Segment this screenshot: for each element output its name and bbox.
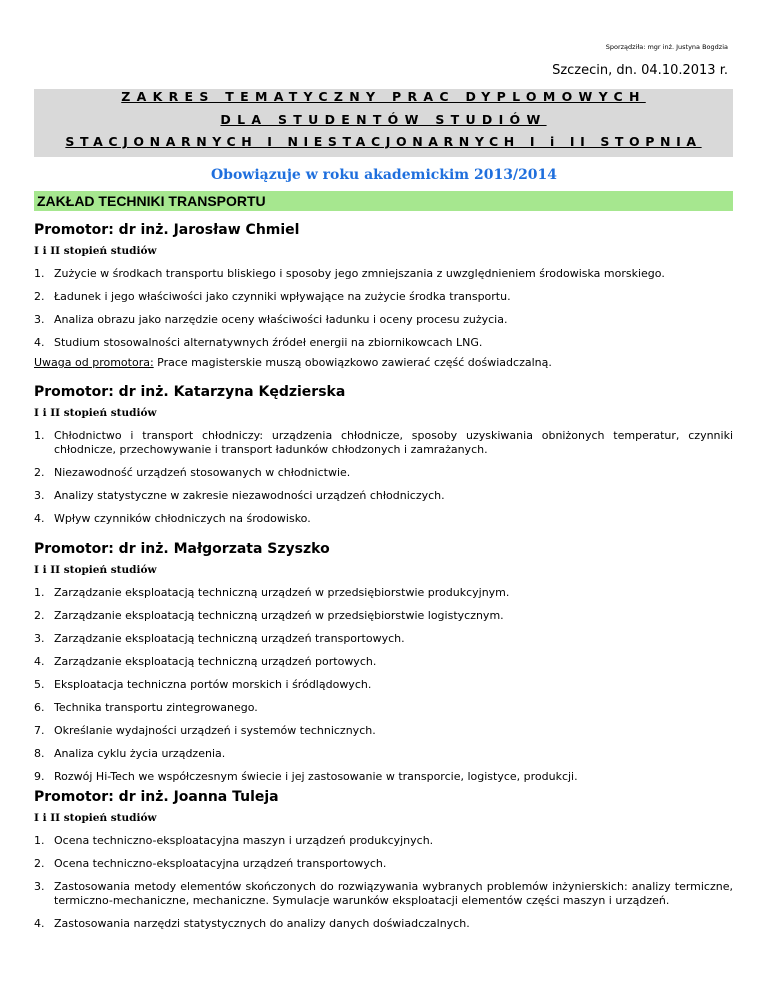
academic-year-line: Obowiązuje w roku akademickim 2013/2014 bbox=[210, 167, 558, 183]
topic-number: 3. bbox=[34, 489, 45, 502]
topic-text: Zarządzanie eksploatacją techniczną urządzeń portowych. bbox=[54, 655, 377, 668]
topic-number: 4. bbox=[34, 512, 45, 525]
topic-text: Eksploatacja techniczna portów morskich i śródlądowych. bbox=[54, 678, 372, 691]
topic-number: 9. bbox=[34, 770, 45, 783]
promotor-heading: Promotor: dr inż. Joanna Tuleja bbox=[34, 789, 279, 805]
topic-number: 6. bbox=[34, 701, 45, 714]
topic-item bbox=[34, 724, 733, 738]
topic-item bbox=[34, 747, 733, 761]
topic-text: Zarządzanie eksploatacją techniczną urządzeń w przedsiębiorstwie logistycznym. bbox=[54, 609, 504, 622]
topic-item bbox=[34, 313, 733, 327]
promotor-heading: Promotor: dr inż. Małgorzata Szyszko bbox=[34, 541, 330, 557]
topic-item bbox=[34, 489, 733, 503]
topic-text: Niezawodność urządzeń stosowanych w chłodnictwie. bbox=[54, 466, 351, 479]
study-level: I i II stopień studiów bbox=[34, 407, 157, 419]
promotor-section-tuleja bbox=[34, 786, 733, 931]
promotor-section-szyszko bbox=[34, 538, 733, 784]
promotor-section-chmiel bbox=[34, 219, 733, 370]
topic-text: Ocena techniczno-eksploatacyjna urządzeń transportowych. bbox=[54, 857, 387, 870]
topic-text: Zarządzanie eksploatacją techniczną urządzeń transportowych. bbox=[54, 632, 405, 645]
topic-number: 2. bbox=[34, 609, 45, 622]
promotor-heading: Promotor: dr inż. Katarzyna Kędzierska bbox=[34, 384, 346, 400]
topic-item bbox=[34, 290, 733, 304]
topic-number: 1. bbox=[34, 267, 45, 280]
topic-number: 2. bbox=[34, 466, 45, 479]
author-note: Sporządziła: mgr inż. Justyna Bogdzia bbox=[605, 43, 728, 51]
promotor-note bbox=[34, 356, 733, 370]
topic-item bbox=[34, 857, 733, 871]
note-text: Prace magisterskie muszą obowiązkowo zawierać część doświadczalną. bbox=[153, 356, 552, 369]
topic-text: Wpływ czynników chłodniczych na środowisko. bbox=[54, 512, 311, 525]
topic-item bbox=[34, 466, 733, 480]
topic-number: 5. bbox=[34, 678, 45, 691]
topic-item bbox=[34, 632, 733, 646]
topic-text: Zużycie w środkach transportu bliskiego i sposoby jego zmniejszania z uwzględnieniem środowiska morskiego. bbox=[54, 267, 665, 280]
topic-number: 3. bbox=[34, 313, 45, 326]
topic-number: 4. bbox=[34, 336, 45, 349]
topic-item bbox=[34, 770, 733, 784]
note-label: Uwaga od promotora: bbox=[34, 356, 154, 369]
topic-item bbox=[34, 917, 733, 931]
study-level: I i II stopień studiów bbox=[34, 245, 157, 257]
topic-text: Określanie wydajności urządzeń i systemów technicznych. bbox=[54, 724, 376, 737]
promotor-heading: Promotor: dr inż. Jarosław Chmiel bbox=[34, 222, 300, 238]
department-heading: ZAKŁAD TECHNIKI TRANSPORTU bbox=[34, 191, 733, 211]
city-date: Szczecin, dn. 04.10.2013 r. bbox=[552, 63, 728, 78]
topic-number: 3. bbox=[34, 632, 45, 645]
topic-item bbox=[34, 834, 733, 848]
title-line-2: DLA STUDENTÓW STUDIÓW bbox=[220, 112, 547, 127]
topic-number: 2. bbox=[34, 290, 45, 303]
topic-number: 4. bbox=[34, 655, 45, 668]
topic-number: 2. bbox=[34, 857, 45, 870]
topic-number: 8. bbox=[34, 747, 45, 760]
topic-text: Technika transportu zintegrowanego. bbox=[54, 701, 258, 714]
topic-item bbox=[34, 880, 733, 908]
topic-item bbox=[34, 512, 733, 526]
topic-number: 7. bbox=[34, 724, 45, 737]
study-level: I i II stopień studiów bbox=[34, 564, 157, 576]
topic-text: Ocena techniczno-eksploatacyjna maszyn i urządzeń produkcyjnych. bbox=[54, 834, 434, 847]
topic-item bbox=[34, 609, 733, 623]
topic-text: Studium stosowalności alternatywnych źródeł energii na zbiornikowcach LNG. bbox=[54, 336, 483, 349]
topic-item bbox=[34, 586, 733, 600]
promotor-section-kedzierska bbox=[34, 381, 733, 526]
topic-number: 1. bbox=[34, 586, 45, 599]
topic-number: 3. bbox=[34, 880, 45, 893]
topic-text: Analiza cyklu życia urządzenia. bbox=[54, 747, 226, 760]
topic-text: Analiza obrazu jako narzędzie oceny właściwości ładunku i oceny procesu zużycia. bbox=[54, 313, 508, 326]
topic-item bbox=[34, 678, 733, 692]
topic-text: Ładunek i jego właściwości jako czynniki wpływające na zużycie środka transportu. bbox=[54, 290, 511, 303]
title-box bbox=[34, 89, 733, 157]
topic-text: Zastosowania narzędzi statystycznych do analizy danych doświadczalnych. bbox=[54, 917, 470, 930]
title-line-3: STACJONARNYCH I NIESTACJONARNYCH I i II STOPNIA bbox=[65, 134, 702, 149]
study-level: I i II stopień studiów bbox=[34, 812, 157, 824]
topic-item bbox=[34, 655, 733, 669]
topic-item bbox=[34, 429, 733, 457]
topic-number: 1. bbox=[34, 429, 45, 442]
topic-text: Chłodnictwo i transport chłodniczy: urządzenia chłodnicze, sposoby uzyskiwania obniżonych temperatur, czynniki chłodnicze, przechowywanie i transport ładunków chłodzonych i zamrażanych. bbox=[54, 429, 733, 456]
topic-text: Zarządzanie eksploatacją techniczną urządzeń w przedsiębiorstwie produkcyjnym. bbox=[54, 586, 510, 599]
title-line-1: ZAKRES TEMATYCZNY PRAC DYPLOMOWYCH bbox=[121, 89, 646, 104]
topic-text: Analizy statystyczne w zakresie niezawodności urządzeń chłodniczych. bbox=[54, 489, 445, 502]
topic-number: 4. bbox=[34, 917, 45, 930]
topic-text: Zastosowania metody elementów skończonych do rozwiązywania wybranych problemów inżynierskich: analizy termiczne, termiczno-mechaniczne, mechaniczne. Symulacje warunków eksploatacji elementów części maszyn i urządzeń. bbox=[54, 880, 733, 907]
topic-item bbox=[34, 701, 733, 715]
topic-number: 1. bbox=[34, 834, 45, 847]
topic-text: Rozwój Hi-Tech we współczesnym świecie i jej zastosowanie w transporcie, logistyce, produkcji. bbox=[54, 770, 578, 783]
topic-item bbox=[34, 336, 733, 350]
topic-item bbox=[34, 267, 733, 281]
